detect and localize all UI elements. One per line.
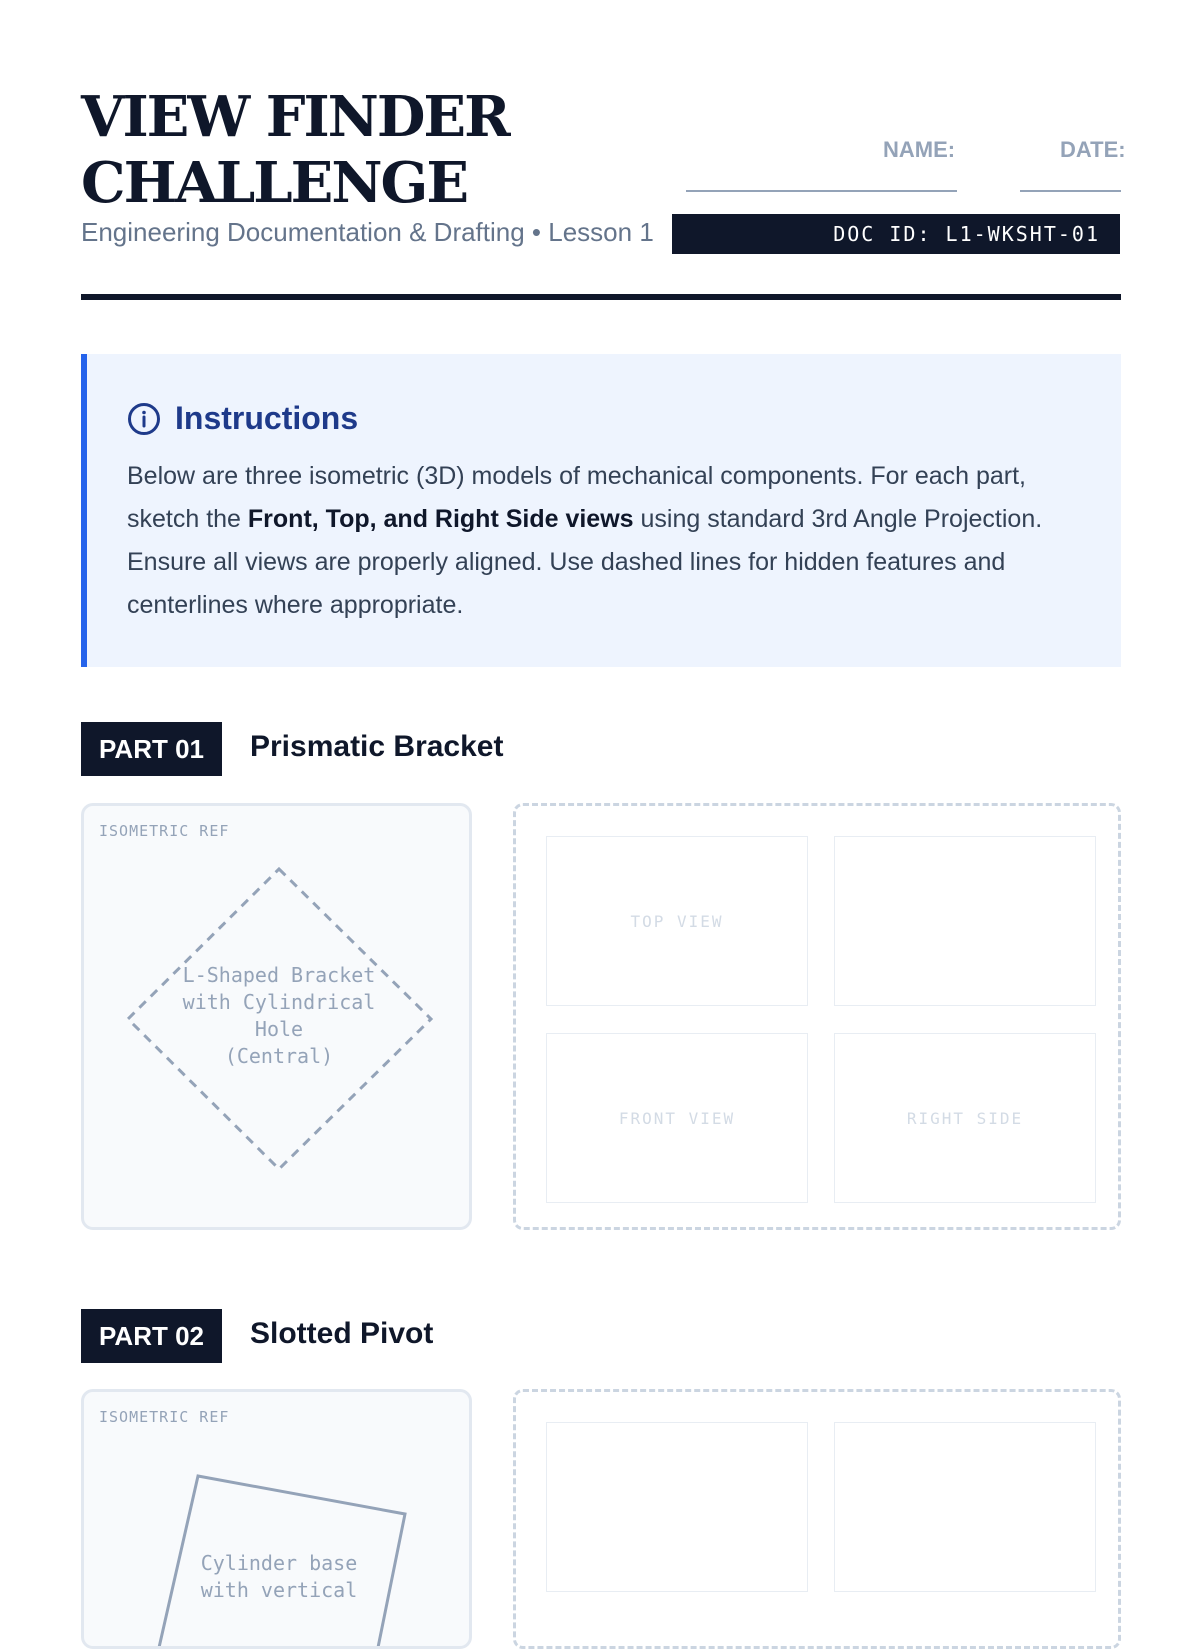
iso-label-line: Cylinder base	[200, 1551, 358, 1575]
part-01-isometric-card	[81, 803, 472, 1230]
instructions-text-end: using standard 3rd Angle Projection. Ensure all views are properly aligned. Use dashed lines for hidden features and centerlines where appropriate.	[127, 505, 1043, 619]
date-label: DATE:	[1060, 137, 1126, 162]
header-divider	[81, 294, 1121, 300]
page-title	[81, 84, 681, 216]
part-02-view-box[interactable]	[834, 1422, 1096, 1592]
iso-label-line: with Cylindrical	[182, 990, 376, 1014]
iso-label-line: with vertical	[200, 1578, 358, 1602]
part-01-front-view-box[interactable]: FRONT VIEW	[546, 1033, 808, 1203]
isometric-ref-tag: ISOMETRIC REF	[99, 822, 230, 840]
page-subtitle: Engineering Documentation & Drafting • Lesson 1	[81, 217, 654, 247]
part-01-badge: PART 01	[81, 722, 222, 776]
name-label: NAME:	[883, 137, 956, 162]
part-02-sketch-area[interactable]	[513, 1389, 1121, 1649]
iso-label-line: Hole	[254, 1017, 304, 1041]
part-01-name: Prismatic Bracket	[250, 730, 504, 763]
instructions-text-emphasis: Front, Top, and Right Side views	[247, 505, 634, 533]
part-01-sketch-area[interactable]	[513, 803, 1121, 1230]
part-02-name: Slotted Pivot	[250, 1317, 434, 1350]
instructions-panel	[81, 354, 1121, 667]
info-circle-icon	[127, 402, 161, 436]
iso-label-line: L-Shaped Bracket	[182, 963, 376, 987]
instructions-text	[127, 455, 1057, 627]
iso-label-line: (Central)	[224, 1044, 334, 1068]
instructions-header	[127, 400, 358, 437]
instructions-text-start: Below are three isometric (3D) models of mechanical components. For each part, sketch the	[127, 462, 1026, 533]
part-02-isometric-card	[81, 1389, 472, 1649]
instructions-title: Instructions	[175, 400, 359, 436]
date-field[interactable]	[1020, 190, 1121, 192]
part-01-top-view-box[interactable]: TOP VIEW	[546, 836, 808, 1006]
part-01-right-side-view-box[interactable]: RIGHT SIDE	[834, 1033, 1096, 1203]
name-field[interactable]	[686, 190, 957, 192]
part-02-badge: PART 02	[81, 1309, 222, 1363]
part-01-empty-view-box[interactable]	[834, 836, 1096, 1006]
part-02-isometric-label	[129, 1550, 429, 1604]
part-01-isometric-label	[129, 962, 429, 1070]
title-line-1: VIEW FINDER	[81, 84, 509, 150]
part-02-isometric-outline	[84, 1392, 472, 1649]
doc-id-badge: DOC ID: L1-WKSHT-01	[672, 214, 1120, 254]
title-line-2: CHALLENGE	[81, 150, 468, 216]
part-02-view-box[interactable]	[546, 1422, 808, 1592]
isometric-ref-tag: ISOMETRIC REF	[99, 1408, 230, 1426]
